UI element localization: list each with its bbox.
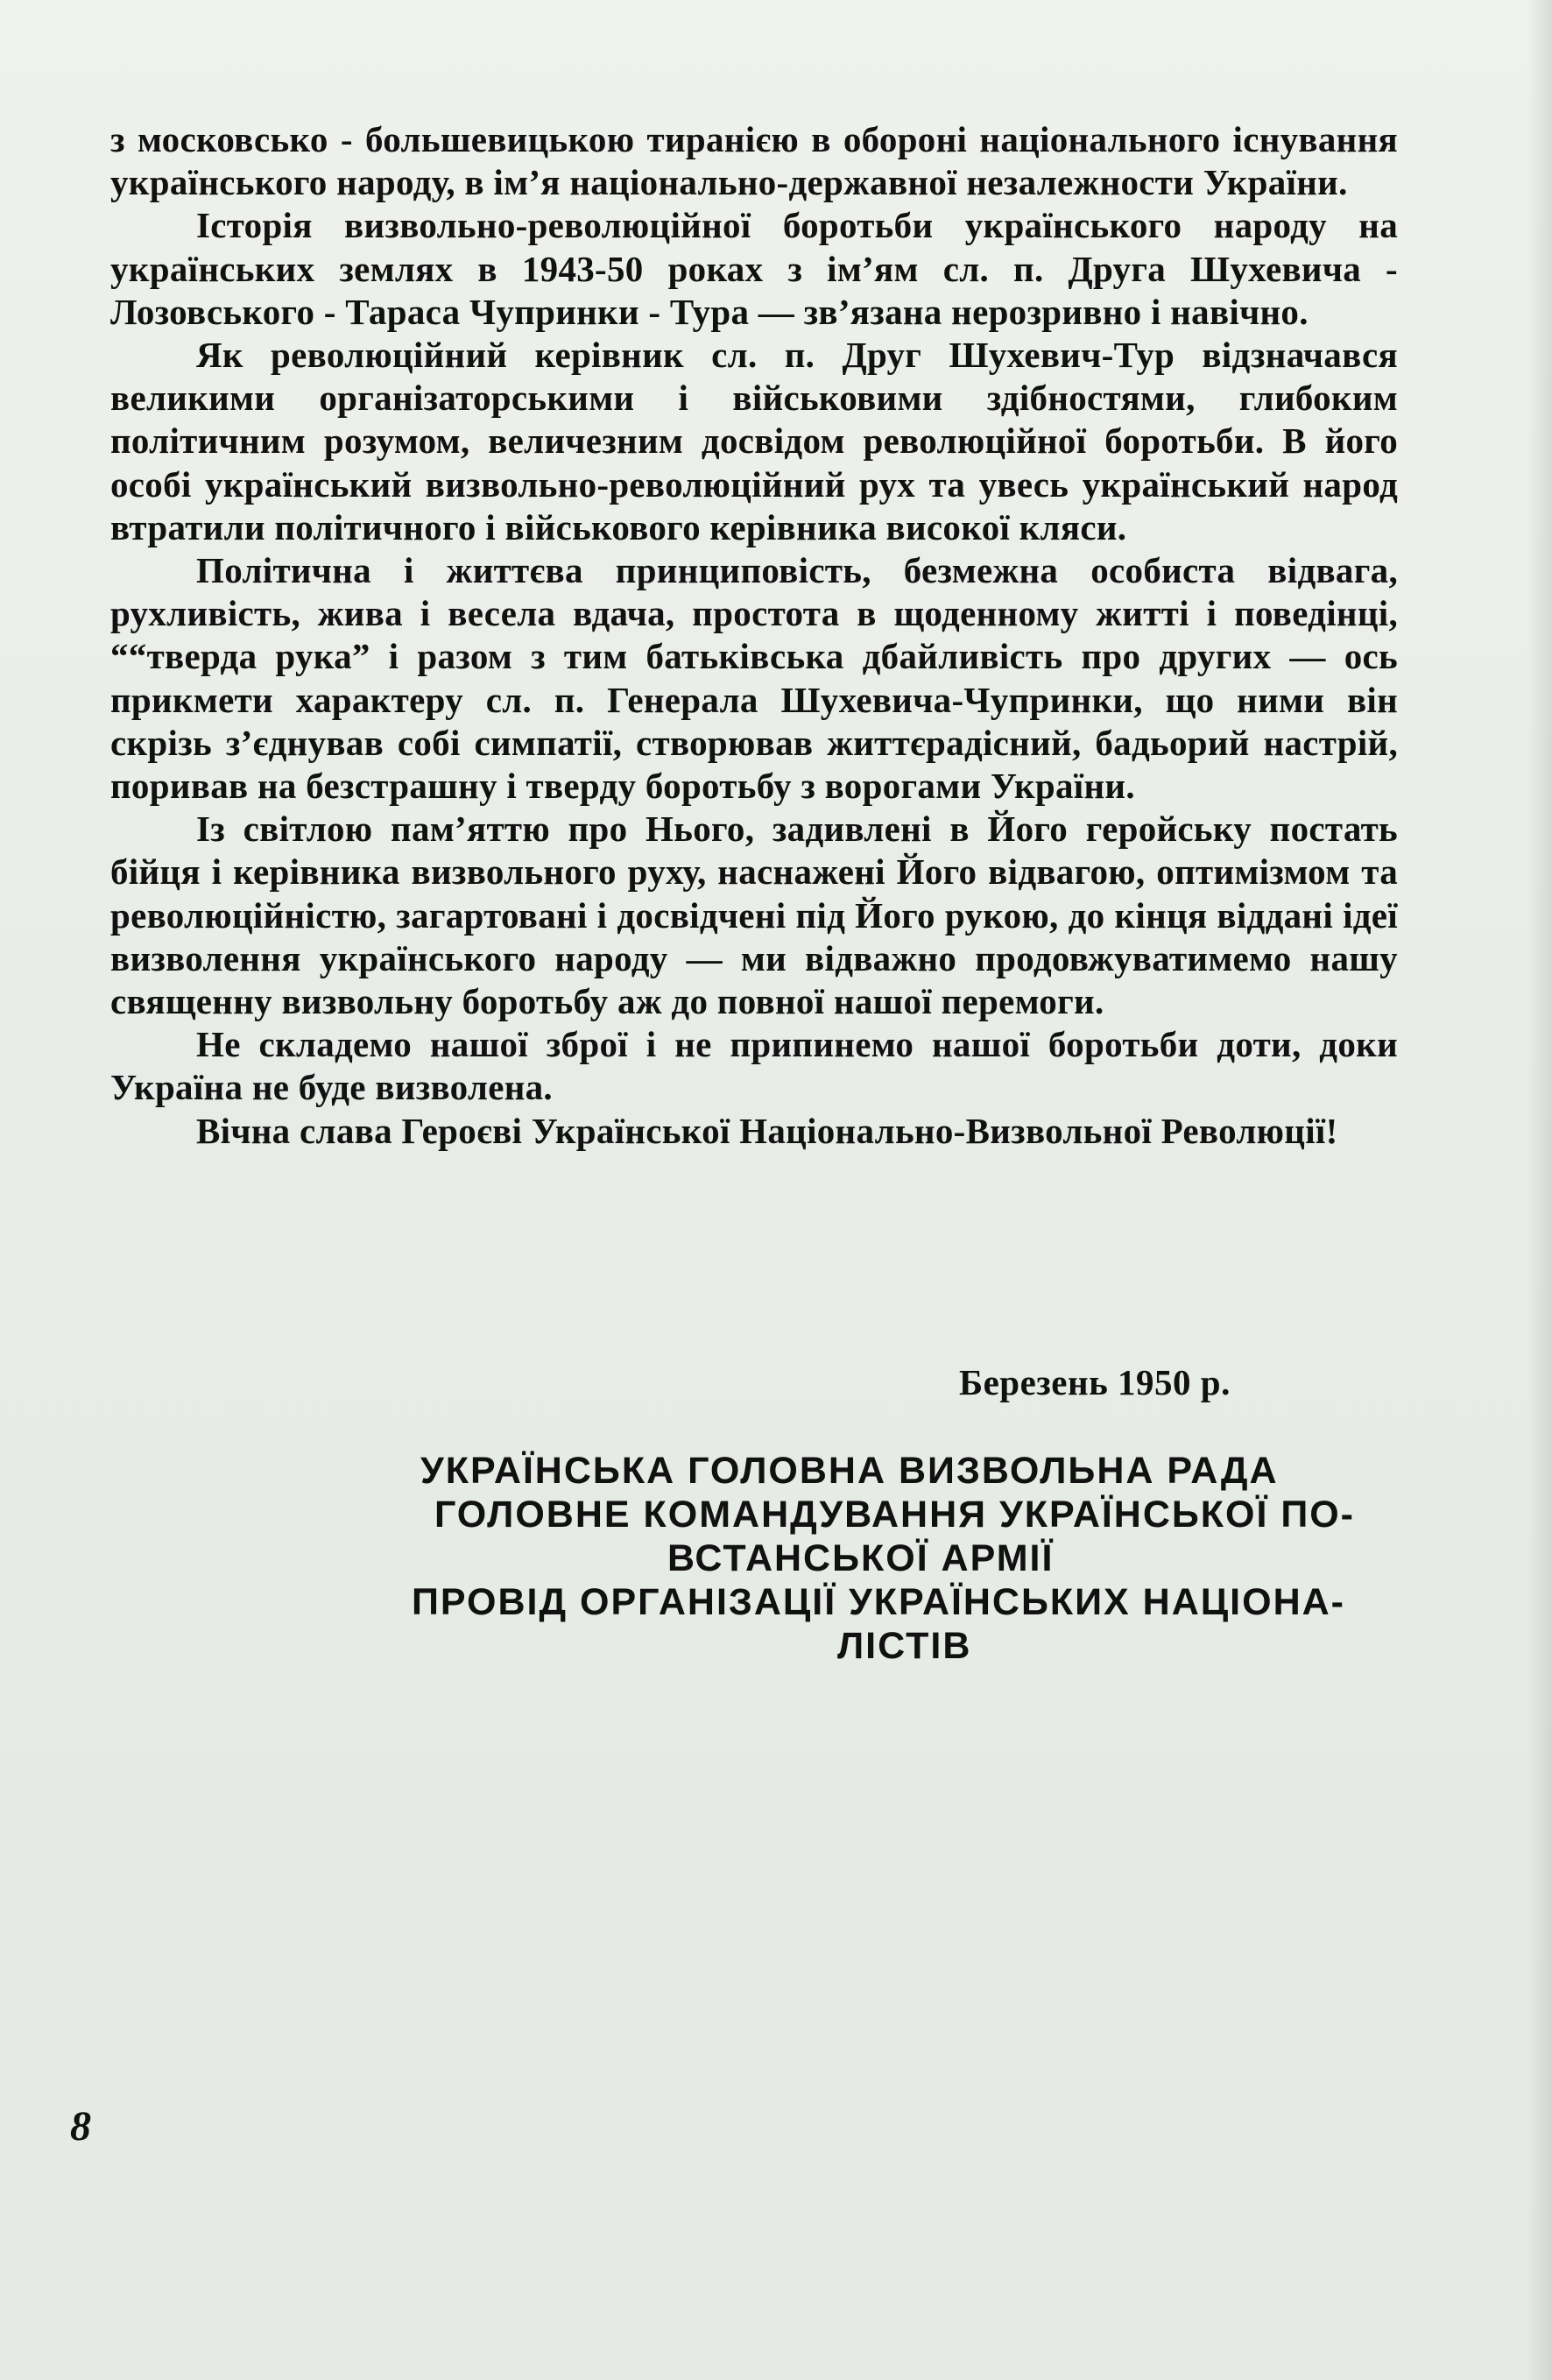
paragraph-6: Не складемо нашої зброї і не припинемо нашої боротьби доти, доки Україна не буде визволена.: [110, 1024, 1398, 1108]
signatory-line-4: ПРОВІД ОРГАНІЗАЦІЇ УКРАЇНСЬКИХ НАЦІОНА-: [412, 1581, 1345, 1623]
page-number: 8: [70, 2103, 91, 2150]
signatory-line-3: ВСТАНСЬКОЇ АРМІЇ: [667, 1537, 1055, 1579]
paragraph-1: з московсько - большевицькою тиранією в обороні національного існування українського народу, в ім’я національно-державної незалежности України.: [110, 119, 1398, 203]
signatory-line-5: ЛІСТІВ: [837, 1625, 972, 1667]
paragraph-3: Як революційний керівник сл. п. Друг Шухевич-Тур відзначався великими організаторськими і військовими здібностями, глибоким політичним розумом, величезним досвідом революційної боротьби. В його особі український визвольно-революційний рух та увесь український народ втратили політичного і військового керівника високої кляси.: [110, 335, 1398, 547]
paragraph-2: Історія визвольно-революційної боротьби українського народу на українських землях в 1943-50 роках з ім’ям сл. п. Друга Шухевича - Лозовського - Тараса Чупринки - Тура — зв’язана нерозривно і навічно.: [110, 205, 1398, 332]
paragraph-5: Із світлою пам’яттю про Нього, задивлені в Його геройську постать бійця і керівника визвольного руху, наснажені Його відвагою, оптимізмом та революційністю, загартовані і досвідчені під Його рукою, до кінця віддані ідеї визволення українського народу — ми відважно продовжуватимемо нашу священну визвольну боротьбу аж до повної нашої перемоги.: [110, 809, 1398, 1022]
document-date: Березень 1950 р.: [959, 1362, 1231, 1402]
paragraph-7: Вічна слава Героєві Української Національно-Визвольної Революції!: [196, 1110, 1338, 1151]
signatory-line-1: УКРАЇНСЬКА ГОЛОВНА ВИЗВОЛЬНА РАДА: [420, 1450, 1279, 1492]
body-text: [110, 118, 1398, 1153]
paper-edge-shadow: [1527, 0, 1552, 2380]
signatory-line-2: ГОЛОВНЕ КОМАНДУВАННЯ УКРАЇНСЬКОЇ ПО-: [434, 1494, 1355, 1536]
paragraph-4: Політична і життєва принциповість, безмежна особиста відвага, рухливість, жива і весела вдача, простота в щоденному житті і поведінці, ““тверда рука” і разом з тим батьківська дбайливість про других — ось прикмети характеру сл. п. Генерала Шухевича-Чупринки, що ними він скрізь з’єднував собі симпатії, створював життєрадісний, бадьорий настрій, поривав на безстрашну і тверду боротьбу з ворогами України.: [110, 550, 1398, 807]
signatories-block: [412, 1449, 1401, 1668]
